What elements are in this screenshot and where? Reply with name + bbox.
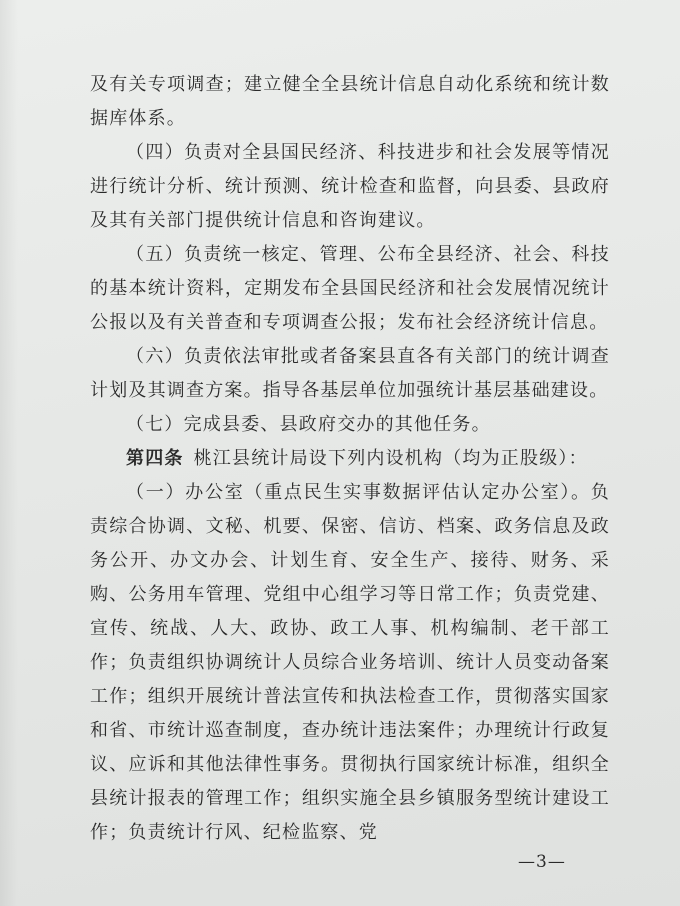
paragraph-item-6: （六）负责依法审批或者备案县直各有关部门的统计调查计划及其调查方案。指导各基层单位加强统计基层基础建设。: [90, 346, 610, 401]
paragraph-item-7: （七）完成县委、县政府交办的其他任务。: [126, 414, 491, 435]
document-body: [90, 68, 610, 850]
article-label: 第四条: [126, 448, 184, 469]
paragraph-continuation: 及有关专项调查；建立健全全县统计信息自动化系统和统计数据库体系。: [90, 74, 610, 129]
article-text: 桃江县统计局设下列内设机构（均为正股级）：: [193, 448, 588, 469]
paragraph-office: （一）办公室（重点民生实事数据评估认定办公室）。负责综合协调、文秘、机要、保密、信访、档案、政务信息及政务公开、办文办会、计划生育、安全生产、接待、财务、采购、公务用车管理、党组中心组学习等日常工作；负责党建、宣传、统战、人大、政协、政工人事、机构编制、老干部工作；负责组织协调统计人员综合业务培训、统计人员变动备案工作；组织开展统计普法宣传和执法检查工作，贯彻落实国家和省、市统计巡查制度，查办统计违法案件；办理统计行政复议、应诉和其他法律性事务。贯彻执行国家统计标准，组织全县统计报表的管理工作；组织实施全县乡镇服务型统计建设工作；负责统计行风、纪检监察、党: [90, 482, 610, 843]
paragraph-item-4: （四）负责对全县国民经济、科技进步和社会发展等情况进行统计分析、统计预测、统计检查和监督，向县委、县政府及其有关部门提供统计信息和咨询建议。: [90, 142, 610, 231]
page-number: —3—: [518, 852, 566, 872]
paragraph-item-5: （五）负责统一核定、管理、公布全县经济、社会、科技的基本统计资料，定期发布全县国民经济和社会发展情况统计公报以及有关普查和专项调查公报；发布社会经济统计信息。: [90, 244, 610, 333]
page-edge-shadow: [0, 0, 18, 906]
article-4-heading: [90, 442, 610, 476]
